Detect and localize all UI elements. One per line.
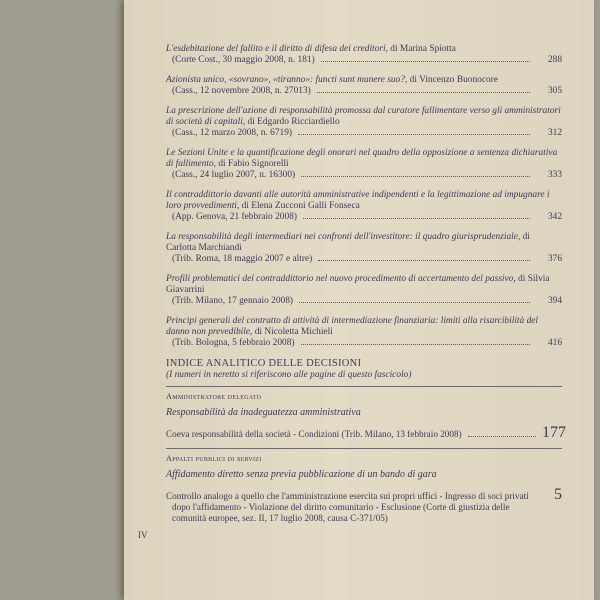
- contents-list: [166, 44, 562, 349]
- entry-source: (Cass., 24 luglio 2007, n. 16300): [172, 170, 296, 180]
- entry-title: Le Sezioni Unite e la quantificazione degli onorari nel quadro della opposizione a sentenza dichiarativa di fallimento,: [166, 148, 558, 169]
- leader-dots: [298, 134, 530, 135]
- entry-page: 312: [547, 128, 562, 138]
- entry-source: (Trib. Milano, 17 gennaio 2008): [172, 296, 294, 306]
- entry-title: L'esdebitazione del fallito e il diritto di difesa dei creditori,: [166, 44, 388, 54]
- entry-source: (Corte Cost., 30 maggio 2008, n. 181): [172, 55, 315, 65]
- entry-author: di Marina Spiotta: [387, 44, 456, 54]
- index-item-page: 177: [542, 424, 566, 441]
- contents-entry: [166, 274, 562, 307]
- index-note: (I numeri in neretto si riferiscono alle pagine di questo fascicolo): [166, 370, 412, 380]
- entry-author: di Vincenzo Buonocore: [407, 75, 498, 85]
- entry-source: (Trib. Bologna, 5 febbraio 2008): [172, 338, 295, 348]
- entry-page: 416: [547, 338, 562, 348]
- index-item: [166, 486, 562, 524]
- entry-source: (Cass., 12 marzo 2008, n. 6719): [172, 128, 293, 138]
- index-item-text: Coeva responsabilità della società - Condizioni (Trib. Milano, 13 febbraio 2008): [166, 429, 462, 439]
- divider: [166, 386, 562, 387]
- entry-title: La prescrizione dell'azione di responsabilità promossa dal curatore fallimentare verso gli amministratori di società di capitali,: [166, 106, 561, 127]
- entry-author: di Nicoletta Michieli: [252, 327, 333, 337]
- entry-source: (App. Genova, 21 febbraio 2008): [172, 212, 297, 222]
- index-item-page: 5: [554, 486, 562, 503]
- page-number: IV: [138, 530, 148, 540]
- entry-title: La responsabilità degli intermediari nei confronti dell'investitore: il quadro giurisprudenziale,: [166, 232, 521, 242]
- index-item: [166, 424, 566, 442]
- leader-dots: [321, 61, 530, 62]
- entry-author: di Fabio Signorelli: [216, 159, 289, 169]
- contents-entry: [166, 106, 562, 139]
- contents-entry: [166, 44, 562, 66]
- book-page: [124, 0, 594, 600]
- contents-entry: [166, 232, 562, 265]
- entry-page: 305: [547, 86, 562, 96]
- entry-author: di Edgardo Ricciardiello: [245, 117, 340, 127]
- entry-author: di Elena Zucconi Galli Fonseca: [239, 201, 360, 211]
- leader-dots: [318, 260, 530, 261]
- entry-author: di Silvia Giavarrini: [166, 274, 550, 295]
- index-heading: INDICE ANALITICO DELLE DECISIONI: [166, 358, 362, 369]
- leader-dots: [317, 92, 530, 93]
- leader-dots: [301, 176, 530, 177]
- entry-source: (Trib. Roma, 18 maggio 2007 e altre): [172, 254, 313, 264]
- contents-entry: [166, 75, 562, 97]
- entry-page: 288: [547, 55, 562, 65]
- entry-page: 342: [547, 212, 562, 222]
- entry-title: Profili problematici del contraddittorio nel nuovo procedimento di accertamento del passivo,: [166, 274, 516, 284]
- divider: [166, 448, 562, 449]
- leader-dots: [303, 218, 530, 219]
- entry-title: Il contraddittorio davanti alle autorità amministrative indipendenti e la legittimazione ad impugnare i loro provvedimenti,: [166, 190, 550, 211]
- index-subject: Responsabilità da inadeguatezza amministrativa: [166, 407, 361, 418]
- index-category: Appalti pubblici di servizi: [166, 454, 262, 463]
- entry-page: 394: [547, 296, 562, 306]
- contents-entry: [166, 148, 562, 181]
- index-subject: Affidamento diretto senza previa pubblicazione di un bando di gara: [166, 469, 437, 480]
- entry-author: di Carlotta Marchiandi: [166, 232, 530, 253]
- entry-title: Principi generali del contratto di attività di intermediazione finanziaria: limiti alla risarcibilità del danno non prevedibile,: [166, 316, 539, 337]
- leader-dots: [301, 344, 530, 345]
- index-category: Amministratore delegato: [166, 392, 262, 401]
- leader-dots: [468, 436, 536, 437]
- entry-page: 333: [547, 170, 562, 180]
- entry-title: Azionista unico, «sovrano», «tiranno»: functi sunt munere suo?,: [166, 75, 408, 85]
- page-content: [166, 44, 566, 524]
- contents-entry: [166, 190, 562, 223]
- contents-entry: [166, 316, 562, 349]
- entry-source: (Cass., 12 novembre 2008, n. 27013): [172, 86, 311, 96]
- entry-page: 376: [547, 254, 562, 264]
- leader-dots: [299, 302, 530, 303]
- index-item-text: Controllo analogo a quello che l'amministrazione esercita sui propri uffici - Ingresso di soci privati dopo l'affidamento - Violazione del diritto comunitario - Esclusione (Corte di giustizia delle comunità europee, sez. II, 17 luglio 2008, causa C-371/05): [166, 491, 529, 523]
